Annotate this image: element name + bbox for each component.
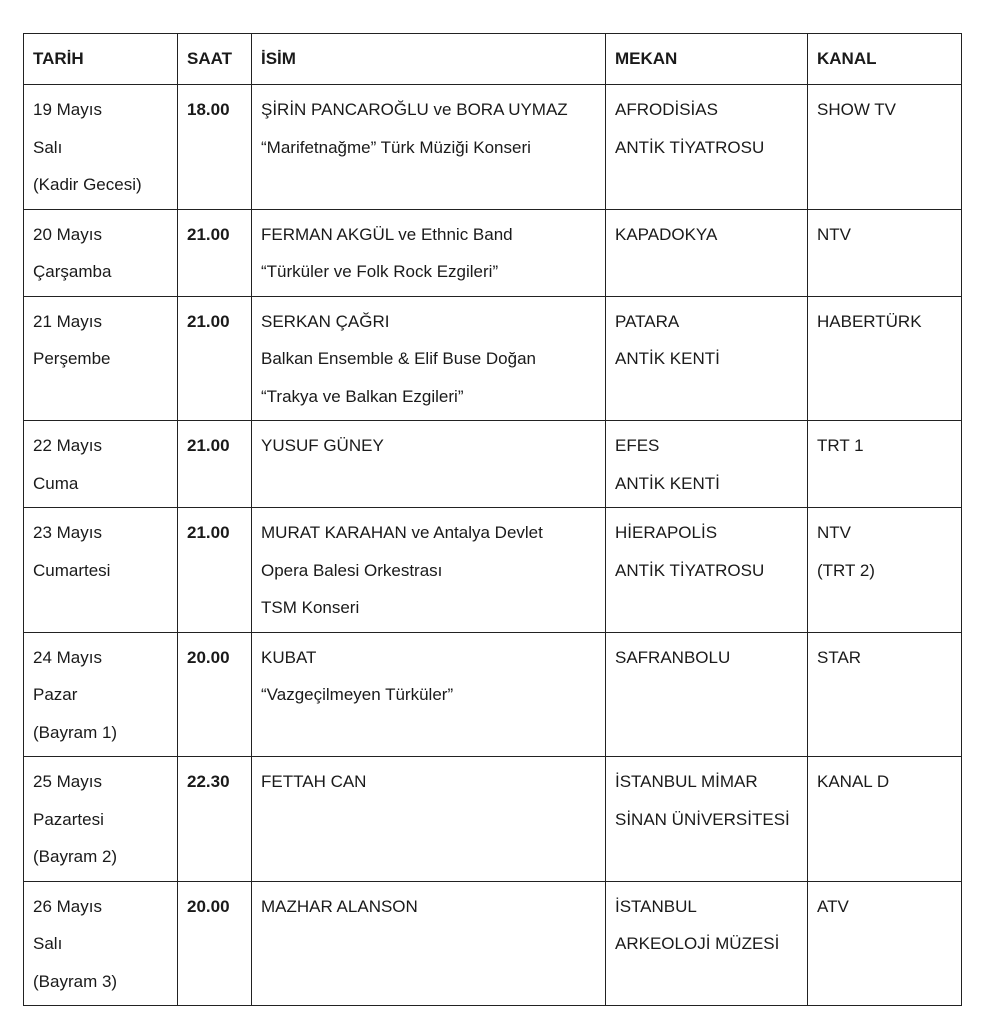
venue-line: EFES: [615, 436, 660, 455]
cell-time: 21.00: [178, 209, 252, 296]
cell-time: 22.30: [178, 757, 252, 882]
venue-line: ARKEOLOJİ MÜZESİ: [615, 934, 780, 953]
name-line: “Trakya ve Balkan Ezgileri”: [261, 386, 464, 406]
name-line: Balkan Ensemble & Elif Buse Doğan: [261, 349, 536, 368]
cell-time: 20.00: [178, 881, 252, 1006]
name-line: TSM Konseri: [261, 598, 360, 617]
venue-line: KAPADOKYA: [615, 224, 718, 244]
header-channel: KANAL: [808, 34, 962, 85]
cell-channel: [808, 757, 962, 882]
name-line: Opera Balesi Orkestrası: [261, 560, 443, 580]
table-row: [24, 296, 962, 421]
cell-time: 21.00: [178, 296, 252, 421]
header-venue: MEKAN: [606, 34, 808, 85]
cell-date: [24, 85, 178, 210]
cell-name: [252, 881, 606, 1006]
date-line: 19 Mayıs: [33, 100, 102, 119]
venue-line: SİNAN ÜNİVERSİTESİ: [615, 809, 790, 829]
cell-date: [24, 508, 178, 633]
cell-date: [24, 209, 178, 296]
name-line: “Vazgeçilmeyen Türküler”: [261, 685, 454, 704]
cell-time: 21.00: [178, 421, 252, 508]
date-line: Salı: [33, 934, 63, 953]
table-body: [24, 85, 962, 1006]
cell-date: [24, 881, 178, 1006]
cell-date: [24, 632, 178, 757]
date-line: Salı: [33, 137, 63, 157]
venue-line: HİERAPOLİS: [615, 523, 718, 542]
date-line: 20 Mayıs: [33, 224, 102, 244]
cell-venue: [606, 881, 808, 1006]
date-line: (Bayram 2): [33, 847, 118, 866]
table-row: [24, 209, 962, 296]
date-line: (Kadir Gecesi): [33, 175, 142, 194]
cell-name: [252, 296, 606, 421]
cell-venue: [606, 632, 808, 757]
date-line: (Bayram 1): [33, 722, 118, 742]
venue-line: ANTİK TİYATROSU: [615, 137, 765, 157]
cell-channel: [808, 209, 962, 296]
cell-venue: [606, 209, 808, 296]
concert-schedule-table: [23, 33, 962, 1006]
name-line: “Türküler ve Folk Rock Ezgileri”: [261, 262, 499, 281]
cell-time: 20.00: [178, 632, 252, 757]
date-line: 22 Mayıs: [33, 436, 102, 455]
cell-date: [24, 757, 178, 882]
date-line: 21 Mayıs: [33, 311, 102, 331]
name-line: KUBAT: [261, 647, 317, 667]
venue-line: ANTİK KENTİ: [615, 349, 720, 368]
cell-channel: [808, 881, 962, 1006]
cell-name: [252, 508, 606, 633]
channel-line: NTV: [817, 523, 851, 542]
name-line: FERMAN AKGÜL ve Ethnic Band: [261, 224, 513, 244]
date-line: Çarşamba: [33, 262, 112, 281]
name-line: ŞİRİN PANCAROĞLU ve BORA UYMAZ: [261, 100, 568, 119]
date-line: Cuma: [33, 473, 79, 493]
cell-channel: [808, 632, 962, 757]
name-line: MURAT KARAHAN ve Antalya Devlet: [261, 523, 543, 542]
table-row: [24, 85, 962, 210]
name-line: YUSUF GÜNEY: [261, 436, 384, 455]
date-line: 23 Mayıs: [33, 523, 102, 542]
channel-line: SHOW TV: [817, 100, 897, 119]
cell-channel: [808, 85, 962, 210]
cell-channel: [808, 508, 962, 633]
cell-venue: [606, 296, 808, 421]
cell-name: [252, 632, 606, 757]
cell-name: [252, 209, 606, 296]
name-line: “Marifetnağme” Türk Müziği Konseri: [261, 137, 531, 157]
cell-time: 18.00: [178, 85, 252, 210]
date-line: (Bayram 3): [33, 971, 118, 991]
channel-line: KANAL D: [817, 772, 890, 791]
venue-line: İSTANBUL MİMAR: [615, 772, 758, 791]
header-time: SAAT: [178, 34, 252, 85]
date-line: Pazar: [33, 685, 78, 704]
date-line: Cumartesi: [33, 560, 111, 580]
header-name: İSİM: [252, 34, 606, 85]
table-row: [24, 881, 962, 1006]
header-date: TARİH: [24, 34, 178, 85]
venue-line: PATARA: [615, 311, 680, 331]
table-row: [24, 757, 962, 882]
cell-channel: [808, 421, 962, 508]
venue-line: ANTİK TİYATROSU: [615, 560, 765, 580]
venue-line: AFRODİSİAS: [615, 100, 718, 119]
venue-line: ANTİK KENTİ: [615, 473, 720, 493]
cell-name: [252, 421, 606, 508]
cell-venue: [606, 508, 808, 633]
date-line: Perşembe: [33, 349, 111, 368]
venue-line: SAFRANBOLU: [615, 647, 731, 667]
date-line: 24 Mayıs: [33, 647, 102, 667]
table-row: [24, 632, 962, 757]
cell-date: [24, 421, 178, 508]
channel-line: (TRT 2): [817, 560, 875, 580]
channel-line: HABERTÜRK: [817, 311, 922, 331]
name-line: MAZHAR ALANSON: [261, 896, 418, 916]
channel-line: NTV: [817, 224, 851, 244]
date-line: Pazartesi: [33, 809, 104, 829]
venue-line: İSTANBUL: [615, 896, 697, 916]
cell-venue: [606, 757, 808, 882]
channel-line: ATV: [817, 896, 849, 916]
cell-venue: [606, 421, 808, 508]
channel-line: TRT 1: [817, 436, 864, 455]
cell-name: [252, 757, 606, 882]
name-line: SERKAN ÇAĞRI: [261, 311, 390, 331]
cell-name: [252, 85, 606, 210]
table-row: [24, 421, 962, 508]
channel-line: STAR: [817, 647, 862, 667]
cell-time: 21.00: [178, 508, 252, 633]
cell-channel: [808, 296, 962, 421]
cell-date: [24, 296, 178, 421]
cell-venue: [606, 85, 808, 210]
name-line: FETTAH CAN: [261, 772, 367, 791]
date-line: 25 Mayıs: [33, 772, 102, 791]
date-line: 26 Mayıs: [33, 896, 102, 916]
table-header-row: [24, 34, 962, 85]
table-row: [24, 508, 962, 633]
